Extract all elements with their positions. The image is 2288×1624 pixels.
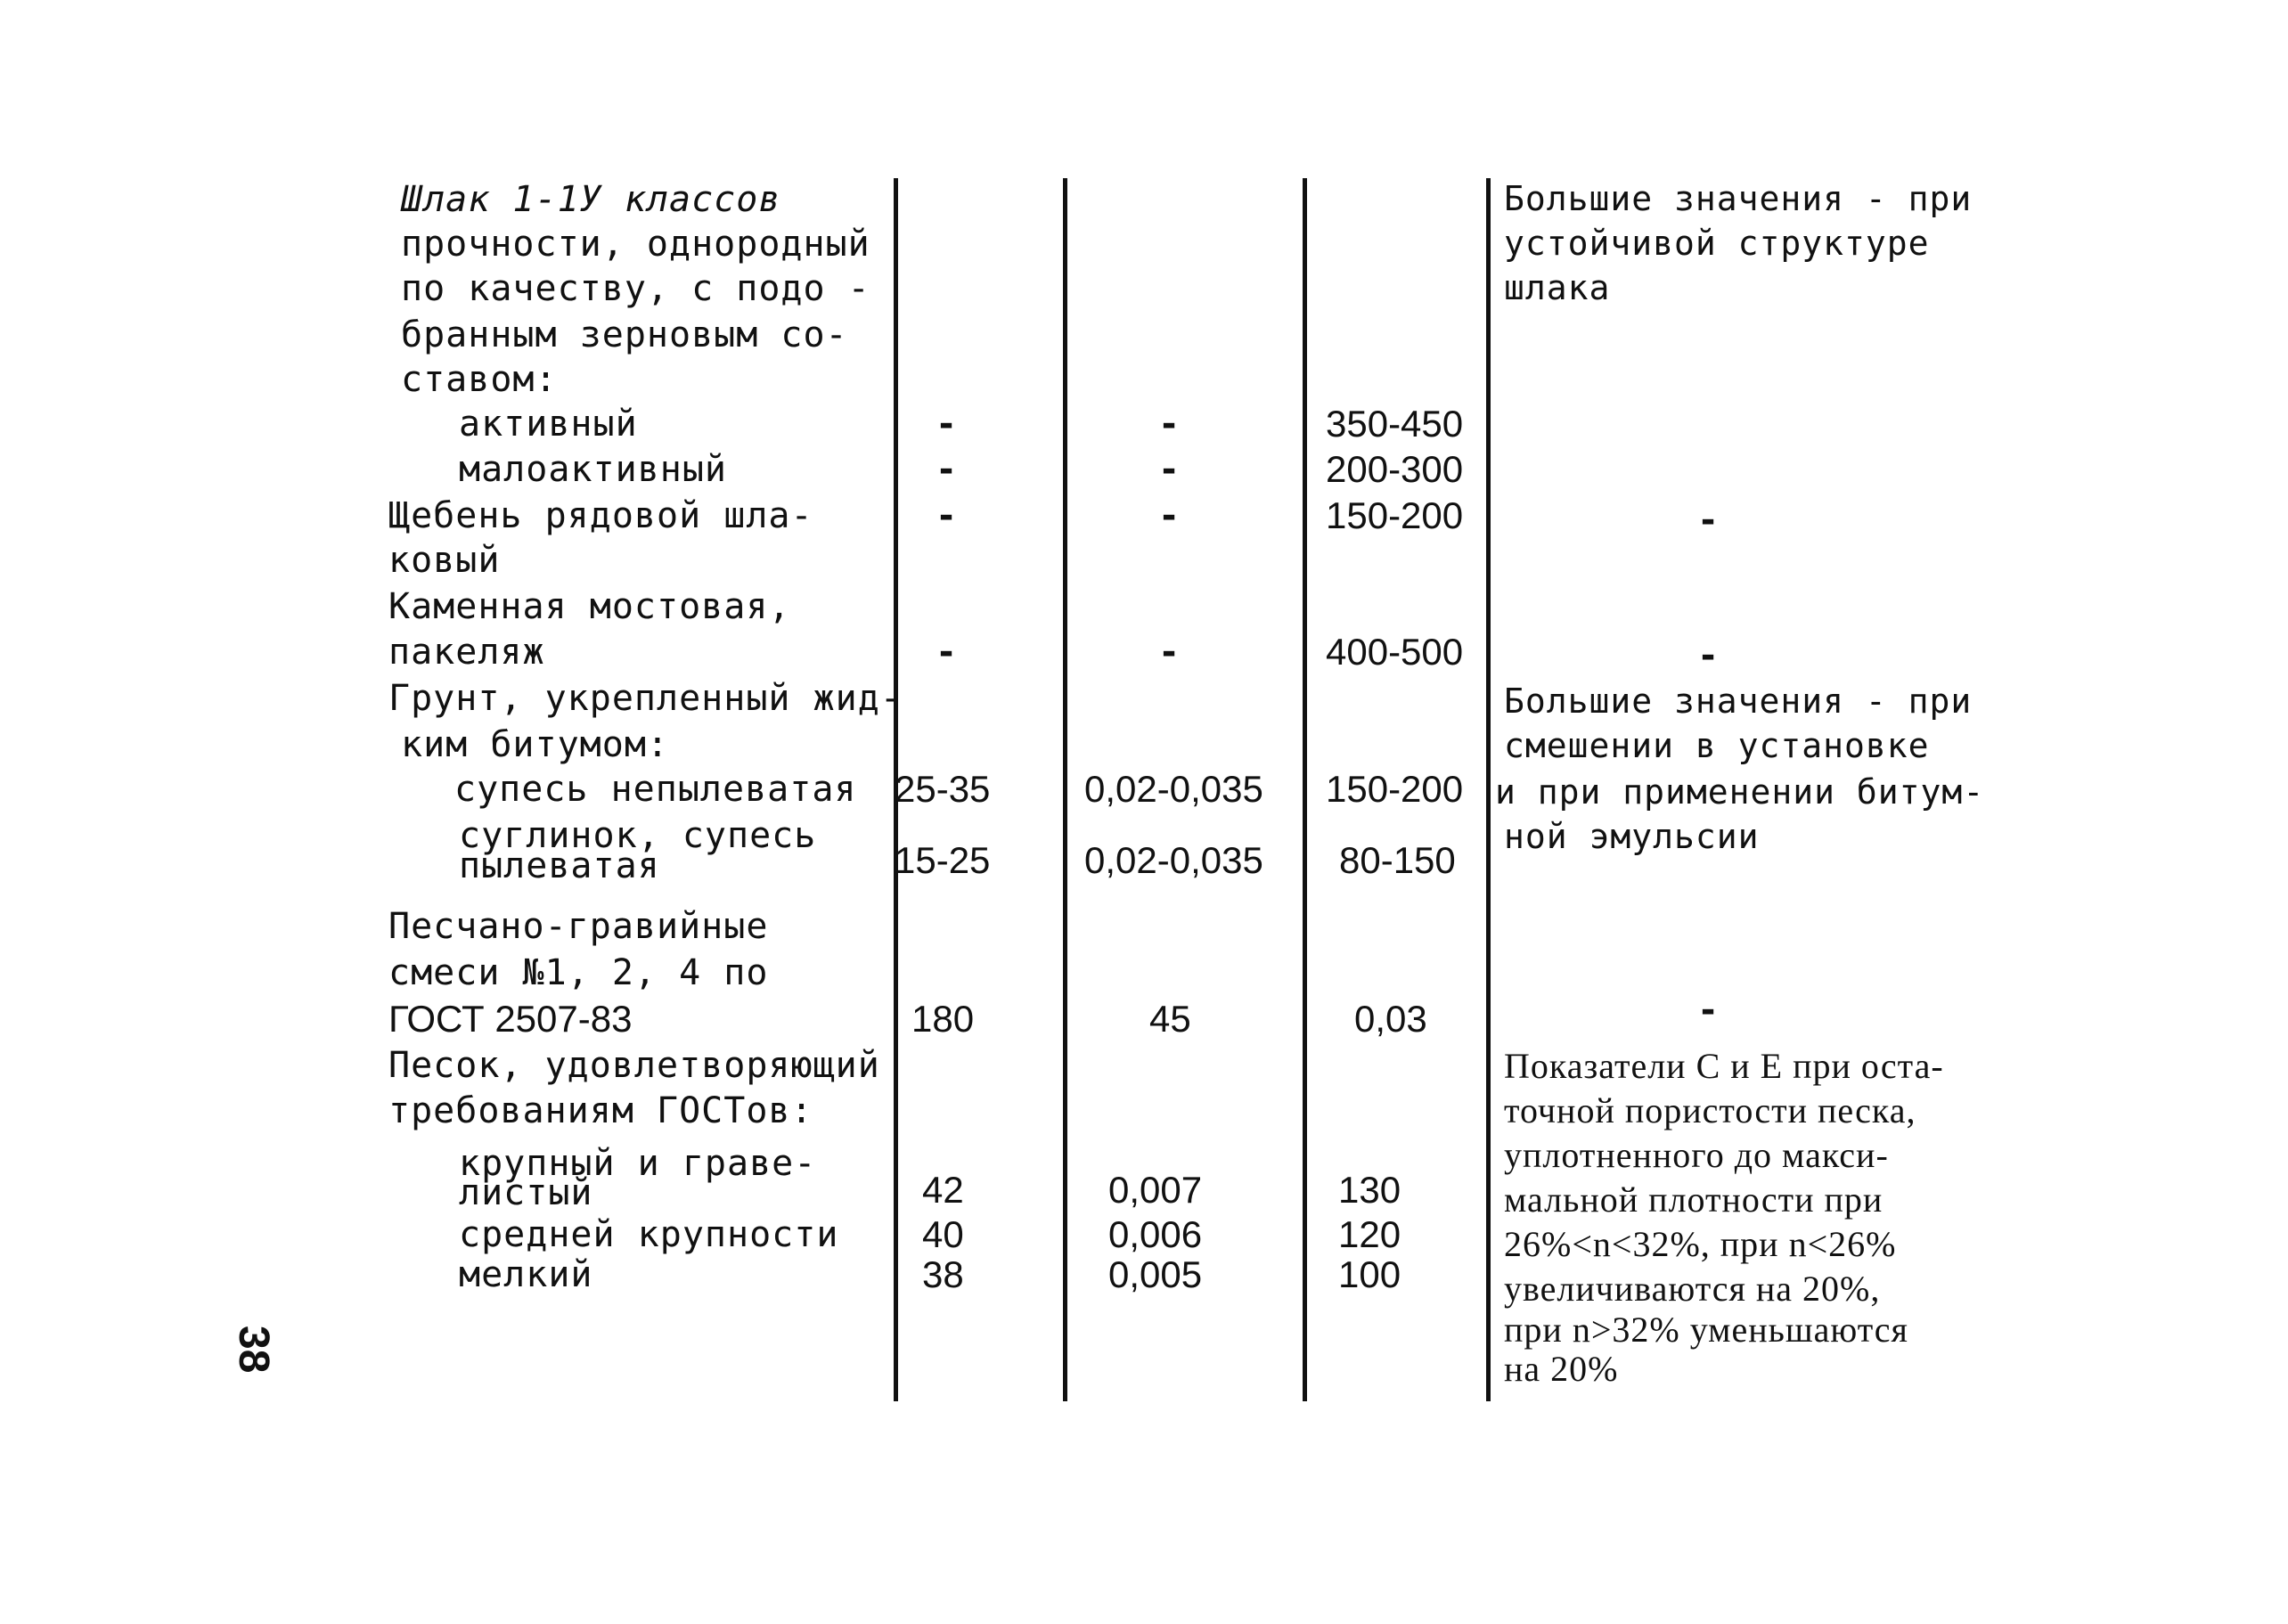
cell-col2: -: [1158, 632, 1181, 673]
cell-col3: 130: [1338, 1169, 1401, 1211]
sand-title-line: требованиям ГОСТов:: [388, 1090, 813, 1131]
note-sand-line: при n>32% уменьшаются: [1504, 1310, 1908, 1350]
cell-col2: 45: [1149, 998, 1191, 1040]
cell-col2: -: [1158, 404, 1181, 445]
cell-col2: 0,007: [1108, 1169, 1203, 1211]
row-label: малоактивный: [459, 449, 727, 490]
note-soil-line: Большие значения - при: [1504, 681, 1973, 721]
cell-col3: 350-450: [1326, 403, 1464, 445]
note-soil-line: ной эмульсии: [1504, 817, 1760, 856]
row-label: активный: [459, 404, 638, 445]
cell-note: -: [1697, 990, 1720, 1031]
note-soil-line: и при применении битум-: [1495, 772, 1985, 812]
cell-col3: 100: [1338, 1253, 1401, 1295]
row-label: пылеватая: [459, 845, 660, 886]
cell-col3: 80-150: [1339, 839, 1456, 881]
note-sand-line: Показатели С и Е при оста-: [1504, 1046, 1944, 1086]
cell-col1: 40: [922, 1213, 964, 1255]
row-label: крупный и граве-: [459, 1143, 817, 1184]
slag-title-line: ставом:: [401, 359, 558, 400]
cell-col2: -: [1158, 449, 1181, 490]
slag-title-line: бранным зерновым со-: [401, 314, 848, 355]
cell-col1: -: [936, 632, 958, 673]
row-label: мелкий: [459, 1254, 593, 1295]
cell-note: -: [1697, 500, 1720, 541]
cell-col3: 0,03: [1354, 998, 1427, 1040]
note-sand-line: точной пористости песка,: [1504, 1090, 1916, 1130]
row-label: Щебень рядовой шла-: [388, 495, 813, 536]
note-soil-line: смешении в установке: [1504, 726, 1930, 765]
cell-col1: 42: [922, 1169, 964, 1211]
page-number: 38: [230, 1326, 277, 1374]
note-slag-line: шлака: [1504, 268, 1611, 307]
soil-title-line: Грунт, укрепленный жид-: [388, 678, 903, 719]
row-label: ковый: [388, 540, 501, 581]
row-label: листый: [459, 1172, 593, 1213]
cell-col1: -: [936, 495, 958, 536]
row-label: Песчано-гравийные: [388, 906, 769, 947]
cell-col2: -: [1158, 495, 1181, 536]
slag-title-line: прочности, однородный: [401, 224, 870, 265]
column-rule-2: [1063, 178, 1067, 1401]
cell-col3: 150-200: [1326, 494, 1464, 536]
column-rule-4: [1486, 178, 1491, 1401]
row-label: пакеляж: [388, 632, 545, 673]
cell-col2: 0,005: [1108, 1253, 1203, 1295]
cell-col3: 400-500: [1326, 631, 1464, 673]
cell-col1: -: [936, 449, 958, 490]
row-label: смеси №1, 2, 4 по: [388, 952, 769, 993]
row-label: Каменная мостовая,: [388, 586, 791, 627]
cell-col2: 0,02-0,035: [1084, 768, 1263, 810]
note-sand-line: на 20%: [1504, 1349, 1619, 1389]
cell-col3: 150-200: [1326, 768, 1464, 810]
note-sand-line: уплотненного до макси-: [1504, 1135, 1889, 1175]
row-label: ГОСТ 2507-83: [388, 998, 633, 1040]
cell-col3: 120: [1338, 1213, 1401, 1255]
cell-col2: 0,006: [1108, 1213, 1203, 1255]
cell-col1: -: [936, 404, 958, 445]
cell-col1: 38: [922, 1253, 964, 1295]
note-sand-line: увеличиваются на 20%,: [1504, 1269, 1881, 1309]
cell-col1: 15-25: [895, 839, 991, 881]
column-rule-3: [1303, 178, 1307, 1401]
cell-col1: 25-35: [895, 768, 991, 810]
cell-note: -: [1697, 635, 1720, 676]
cell-col3: 200-300: [1326, 448, 1464, 490]
soil-title-line: ким битумом:: [401, 724, 669, 765]
slag-title-line: по качеству, с подо -: [401, 268, 870, 309]
note-slag-line: Большие значения - при: [1504, 179, 1973, 218]
row-label: средней крупности: [459, 1214, 839, 1255]
slag-title-line: Шлак 1-1У классов: [401, 179, 781, 220]
cell-col1: 180: [911, 998, 975, 1040]
cell-col2: 0,02-0,035: [1084, 839, 1263, 881]
note-sand-line: 26%<n<32%, при n<26%: [1504, 1224, 1897, 1264]
row-label: суглинок, супесь: [459, 815, 817, 856]
note-sand-line: мальной плотности при: [1504, 1179, 1884, 1220]
row-label: супесь непылеватая: [454, 769, 857, 810]
note-slag-line: устойчивой структуре: [1504, 224, 1930, 263]
sand-title-line: Песок, удовлетворяющий: [388, 1045, 880, 1086]
